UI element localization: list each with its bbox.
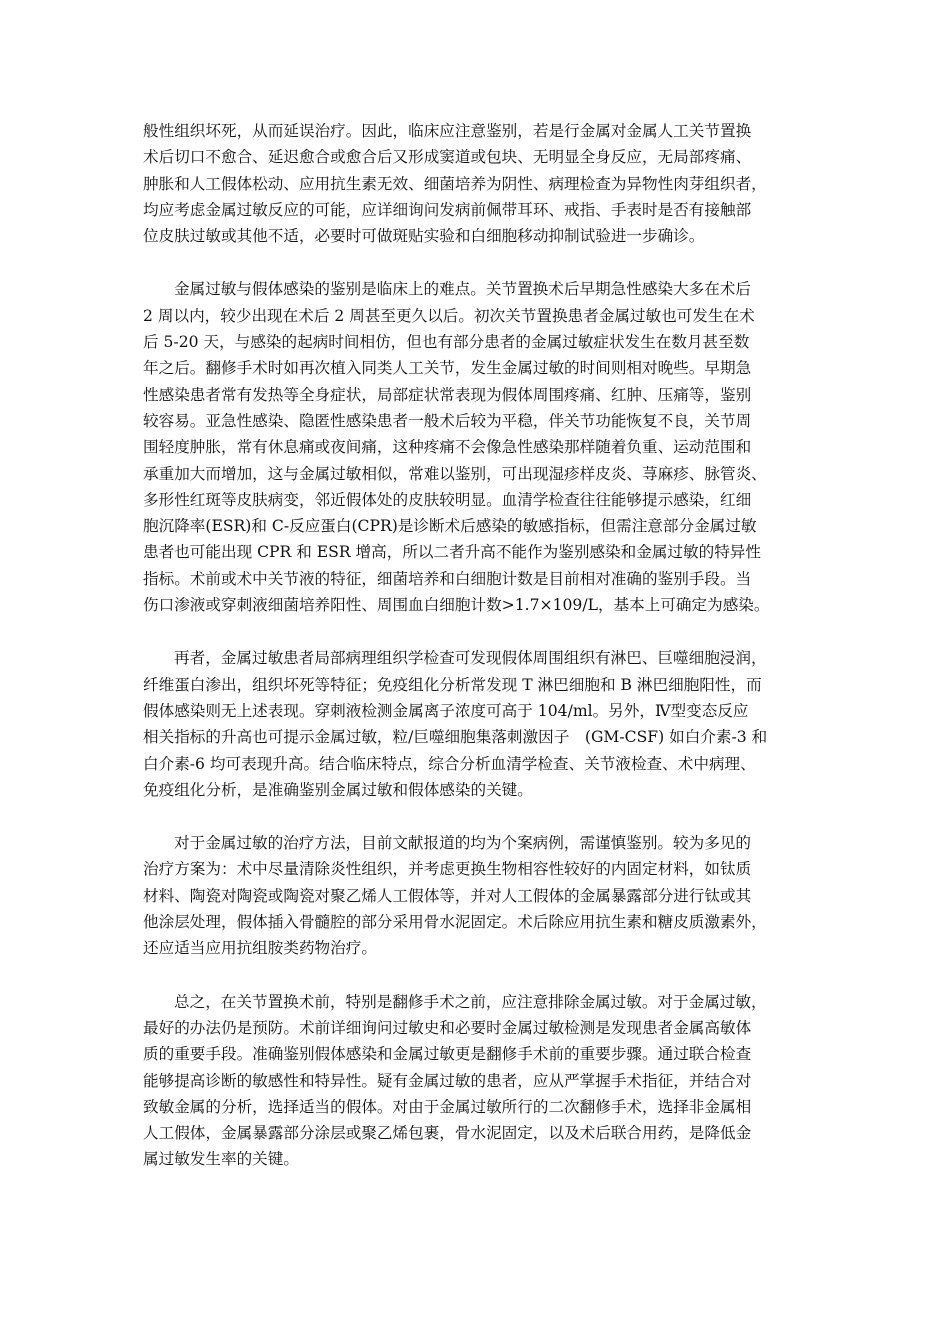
text-line: 肿胀和人工假体松动、应用抗生素无效、细菌培养为阴性、病理检查为异物性肉芽组织者， (143, 174, 767, 193)
text-line: 致敏金属的分析，选择适当的假体。对由于金属过敏所行的二次翻修手术，选择非金属相 (143, 1097, 752, 1116)
document-page (143, 118, 811, 1200)
text-line: 后 5-20 天，与感染的起病时间相仿，但也有部分患者的金属过敏症状发生在数月甚至数 (143, 333, 750, 352)
text-line: 较容易。亚急性感染、隐匿性感染患者一般术后较为平稳，伴关节功能恢复不良，关节周 (143, 411, 752, 430)
text-line: 他涂层处理，假体插入骨髓腔的部分采用骨水泥固定。术后除应用抗生素和糖皮质激素外， (143, 913, 767, 932)
text-line: 2 周以内，较少出现在术后 2 周甚至更久以后。初次关节置换患者金属过敏也可发生在术 (143, 306, 755, 325)
text-line: 白介素-6 均可表现升高。结合临床特点，综合分析血清学检查、关节液检查、术中病理、 (143, 754, 756, 773)
paragraph-4 (143, 830, 811, 961)
text-line: 免疫组化分析，是准确鉴别金属过敏和假体感染的关键。 (143, 780, 533, 799)
paragraph-3 (143, 645, 811, 803)
text-line: 承重加大而增加，这与金属过敏相似，常难以鉴别，可出现湿疹样皮炎、荨麻疹、脉管炎、 (143, 464, 767, 483)
text-line: 总之，在关节置换术前，特别是翻修手术之前，应注意排除金属过敏。对于金属过敏， (174, 992, 767, 1011)
text-line: 性感染患者常有发热等全身症状，局部症状常表现为假体周围疼痛、红肿、压痛等，鉴别 (143, 385, 752, 404)
text-line: 质的重要手段。准确鉴别假体感染和金属过敏更是翻修手术前的重要步骤。通过联合检查 (143, 1045, 752, 1064)
text-line: 假体感染则无上述表现。穿刺液检测金属离子浓度可高于 104/ml。另外，Ⅳ型变态反应 (143, 701, 749, 720)
text-line: 再者，金属过敏患者局部病理组织学检查可发现假体周围组织有淋巴、巨噬细胞浸润， (174, 649, 767, 668)
text-line: 属过敏发生率的关键。 (143, 1150, 299, 1169)
text-line: 般性组织坏死，从而延误治疗。因此，临床应注意鉴别，若是行金属对金属人工关节置换 (143, 122, 752, 140)
text-line: 纤维蛋白渗出，组织坏死等特征；免疫组化分析常发现 T 淋巴细胞和 B 淋巴细胞阳性，而 (143, 675, 762, 694)
text-line: 最好的办法仍是预防。术前详细询问过敏史和必要时金属过敏检测是发现患者金属高敏体 (143, 1018, 752, 1037)
text-line: 术后切口不愈合、延迟愈合或愈合后又形成窦道或包块、无明显全身反应，无局部疼痛、 (143, 148, 752, 167)
text-line: 伤口渗液或穿刺液细菌培养阳性、周围血白细胞计数>1.7×109/L，基本上可确定为感染。 (143, 596, 770, 615)
text-line: 位皮肤过敏或其他不适，必要时可做斑贴实验和白细胞移动抑制试验进一步确诊。 (143, 227, 705, 246)
text-line: 年之后。翻修手术时如再次植入同类人工关节，发生金属过敏的时间则相对晚些。早期急 (143, 359, 752, 378)
text-line: 能够提高诊断的敏感性和特异性。疑有金属过敏的患者，应从严掌握手术指征，并结合对 (143, 1071, 752, 1090)
text-line: 金属过敏与假体感染的鉴别是临床上的难点。关节置换术后早期急性感染大多在术后 (174, 280, 751, 299)
text-line: 还应适当应用抗组胺类药物治疗。 (143, 939, 377, 958)
text-line: 多形性红斑等皮肤病变，邻近假体处的皮肤较明显。血清学检查往往能够提示感染，红细 (143, 490, 752, 509)
text-line: 相关指标的升高也可提示金属过敏，粒/巨噬细胞集落刺激因子 (GM-CSF) 如白介素-3 和 (143, 728, 768, 747)
text-line: 围轻度肿胀，常有休息痛或夜间痛，这种疼痛不会像急性感染那样随着负重、运动范围和 (143, 438, 752, 457)
paragraph-5 (143, 989, 811, 1173)
text-line: 对于金属过敏的治疗方法，目前文献报道的均为个案病例，需谨慎鉴别。较为多见的 (174, 834, 751, 853)
paragraph-2 (143, 276, 811, 618)
text-line: 治疗方案为：术中尽量清除炎性组织，并考虑更换生物相容性较好的内固定材料，如钛质 (143, 860, 752, 879)
text-line: 胞沉降率(ESR)和 C-反应蛋白(CPR)是诊断术后感染的敏感指标，但需注意部分金属过敏 (143, 517, 757, 536)
paragraph-1 (143, 118, 811, 249)
text-line: 人工假体，金属暴露部分涂层或聚乙烯包裹，骨水泥固定，以及术后联合用药，是降低金 (143, 1124, 752, 1143)
text-line: 均应考虑金属过敏反应的可能，应详细询问发病前佩带耳环、戒指、手表时是否有接触部 (143, 200, 752, 219)
text-line: 患者也可能出现 CPR 和 ESR 增高，所以二者升高不能作为鉴别感染和金属过敏的特异性 (143, 543, 761, 562)
text-line: 指标。术前或术中关节液的特征，细菌培养和白细胞计数是目前相对准确的鉴别手段。当 (143, 569, 752, 588)
text-line: 材料、陶瓷对陶瓷或陶瓷对聚乙烯人工假体等，并对人工假体的金属暴露部分进行钛或其 (143, 886, 752, 905)
